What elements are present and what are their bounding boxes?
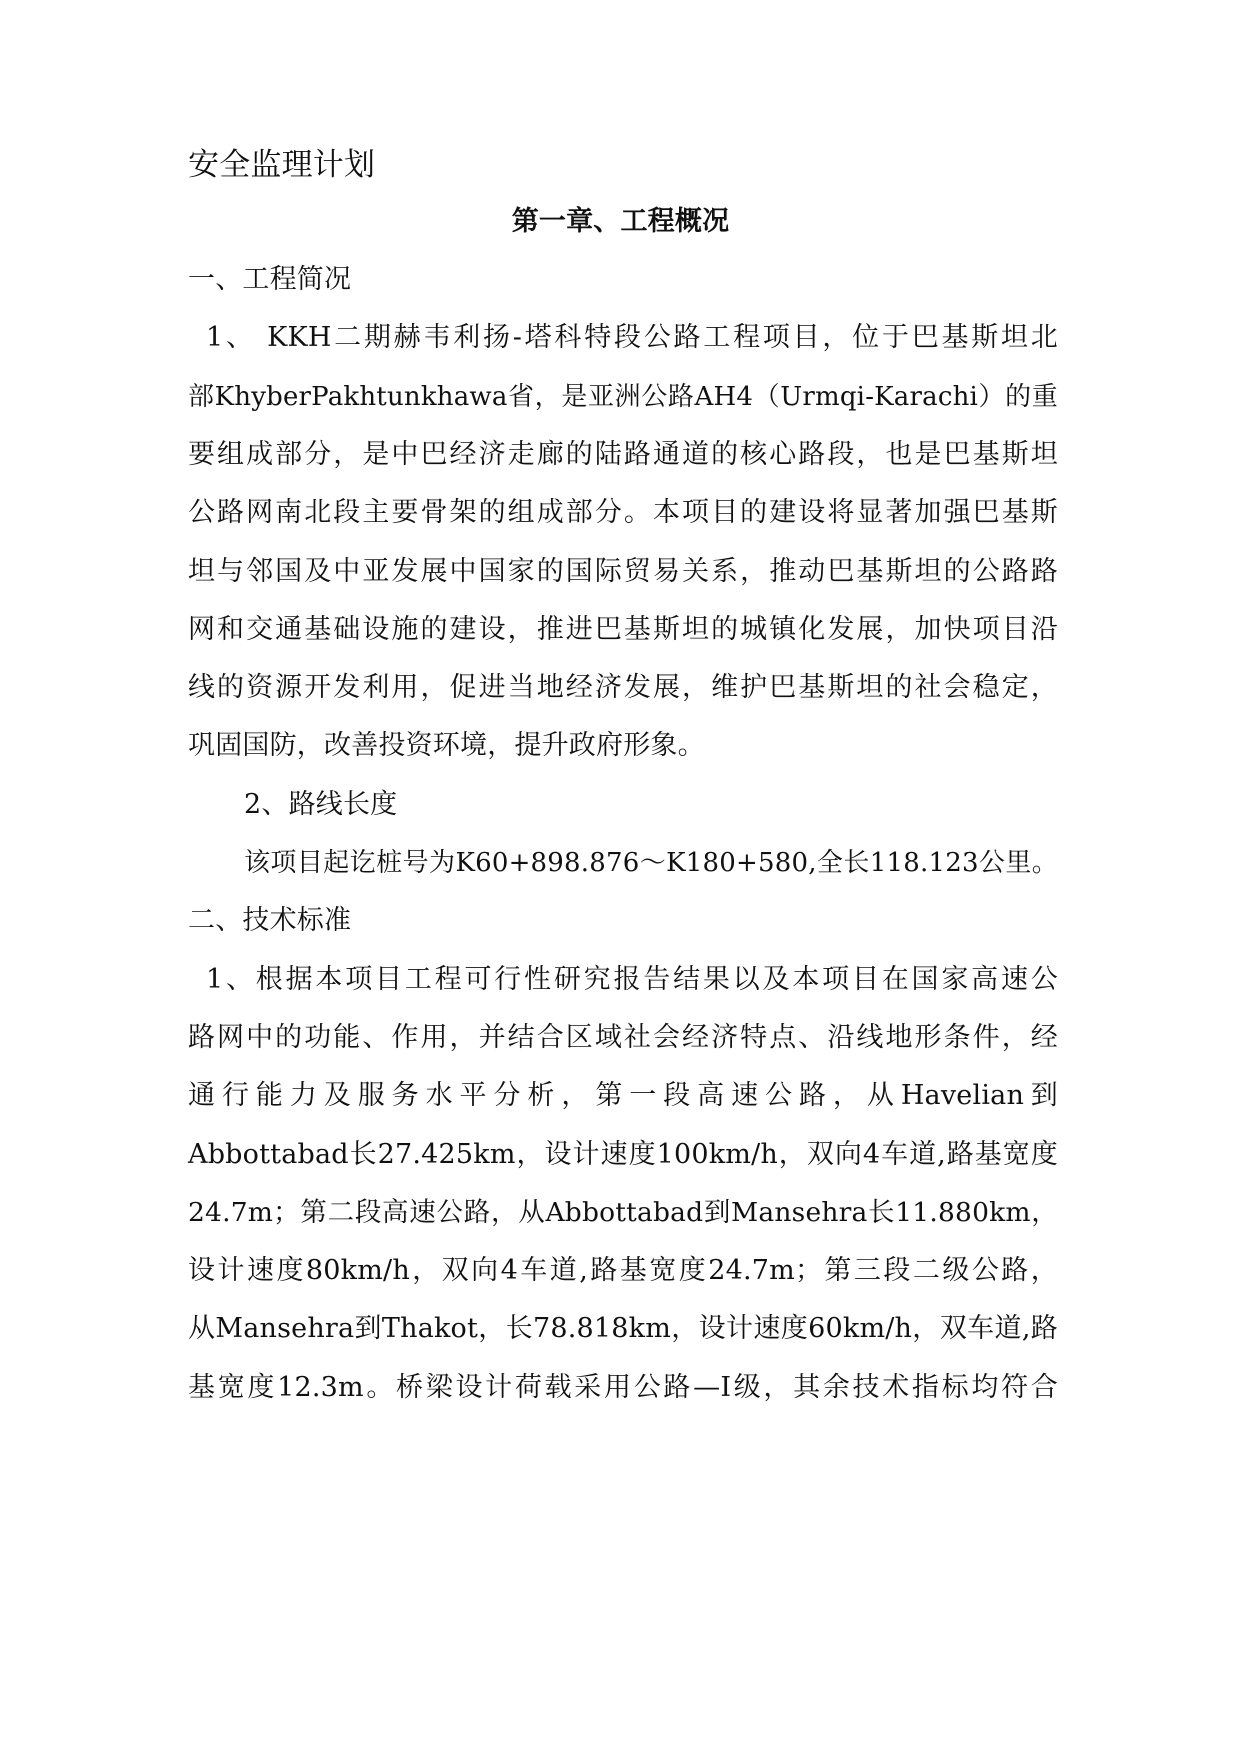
route-length-text: 该项目起讫桩号为K60+898.876～K180+580,全长118.123公里。 [244, 848, 1058, 878]
paragraph-line: 坦与邻国及中亚发展中国家的国际贸易关系，推动巴基斯坦的公路路 [188, 556, 1058, 587]
paragraph-line: 巩固国防，改善投资环境，提升政府形象。 [188, 730, 705, 761]
chapter-heading: 第一章、工程概况 [511, 206, 730, 237]
paragraph-line: 设计速度80km/h，双向4车道,路基宽度24.7m；第三段二级公路， [188, 1255, 1058, 1286]
paragraph-line: 部KhyberPakhtunkhawa省，是亚洲公路AH4（Urmqi-Karachi）的重 [188, 382, 1058, 412]
paragraph-line: 基宽度12.3m。桥梁设计荷载采用公路—I级，其余技术指标均符合 [188, 1372, 1058, 1403]
section-heading: 一、工程简况 [188, 264, 352, 295]
section-heading: 二、技术标准 [188, 905, 352, 936]
paragraph-line: 要组成部分，是中巴经济走廊的陆路通道的核心路段，也是巴基斯坦 [188, 439, 1058, 470]
paragraph-line: 公路网南北段主要骨架的组成部分。本项目的建设将显著加强巴基斯 [188, 497, 1058, 528]
paragraph-line: 24.7m；第二段高速公路，从Abbottabad到Mansehra长11.880km， [188, 1197, 1058, 1228]
paragraph-line: Abbottabad长27.425km，设计速度100km/h，双向4车道,路基宽度 [188, 1139, 1058, 1170]
paragraph-line: 线的资源开发利用，促进当地经济发展，维护巴基斯坦的社会稳定， [188, 672, 1058, 703]
paragraph-line: 网和交通基础设施的建设，推进巴基斯坦的城镇化发展，加快项目沿 [188, 614, 1058, 645]
paragraph-line: 通行能力及服务水平分析，第一段高速公路，从Havelian到 [188, 1080, 1058, 1111]
paragraph-line: 从Mansehra到Thakot，长78.818km，设计速度60km/h，双车道,路 [188, 1313, 1058, 1344]
paragraph-line: 1、 KKH二期赫韦利扬-塔科特段公路工程项目，位于巴基斯坦北 [206, 322, 1058, 353]
document-title: 安全监理计划 [188, 147, 376, 183]
paragraph-line: 1、根据本项目工程可行性研究报告结果以及本项目在国家高速公 [206, 964, 1058, 995]
subsection-heading: 2、路线长度 [244, 789, 398, 820]
paragraph-line: 路网中的功能、作用，并结合区域社会经济特点、沿线地形条件，经 [188, 1022, 1058, 1053]
